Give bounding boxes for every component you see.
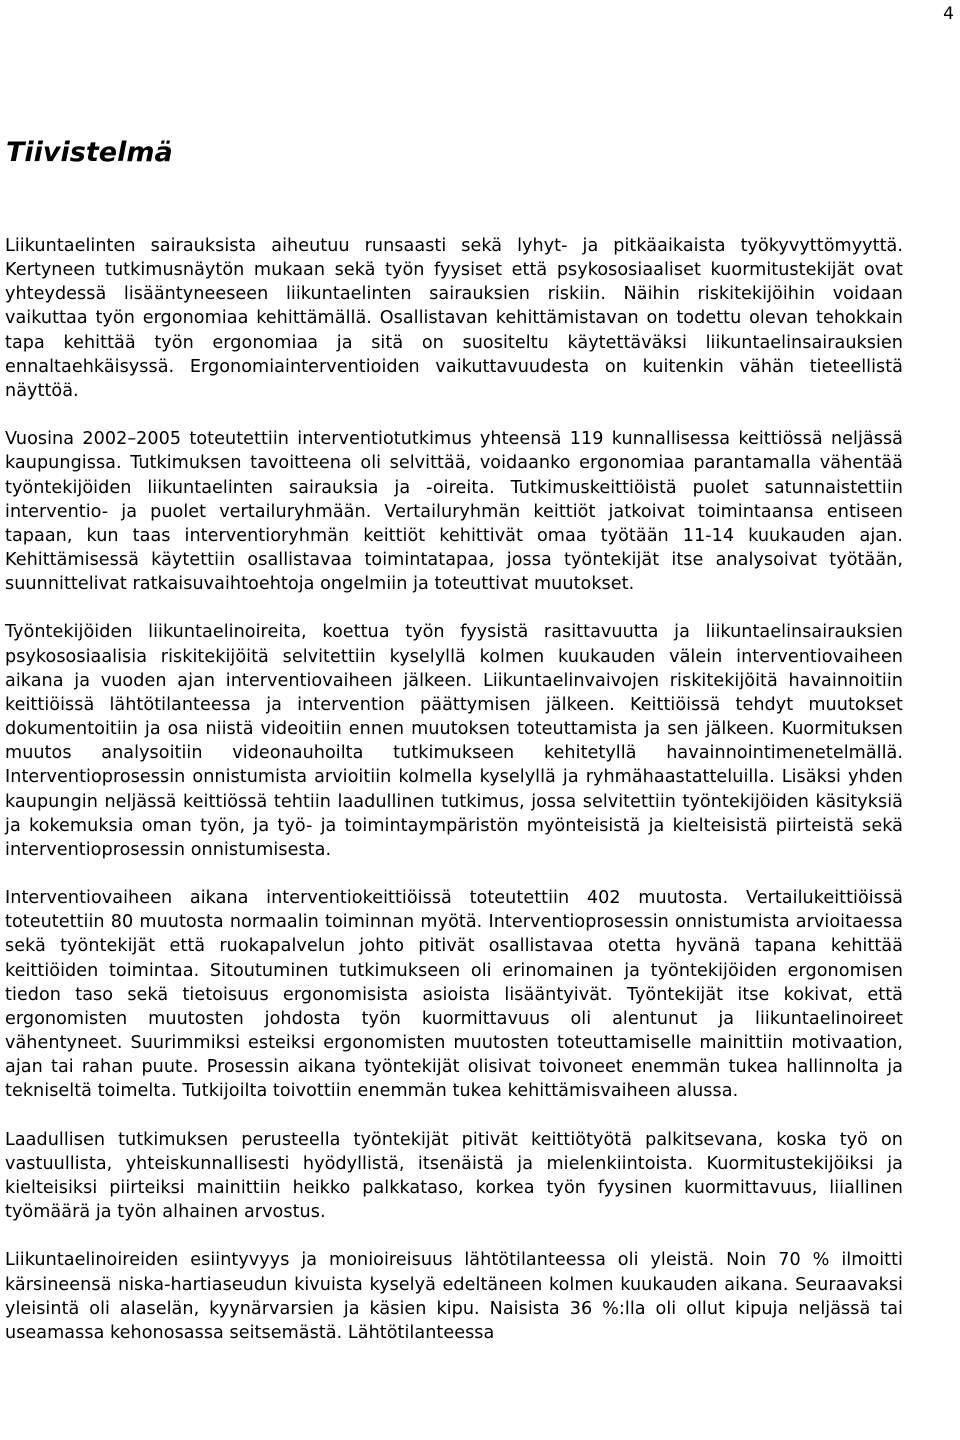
abstract-body (5, 234, 903, 1345)
paragraph-results: Interventiovaiheen aikana interventiokeittiöissä toteutettiin 402 muutosta. Vertailukeittiöissä toteutettiin 80 muutosta normaalin toiminnan myötä. Interventioprosessin onnistumista arvioitaessa sekä työntekijät että ruokapalvelun johto pitivät osallistavaa otetta hyvänä tapana kehittää keittiöiden toimintaa. Sitoutuminen tutkimukseen oli erinomainen ja työntekijöiden ergonomisen tiedon taso sekä tietoisuus ergonomisista asioista lisääntyivät. Työntekijät itse kokivat, että ergonomisten muutosten johdosta työn kuormittavuus oli alentunut ja liikuntaelinoireet vähentyneet. Suurimmiksi esteiksi ergonomisten muutosten toteuttamiselle mainittiin motivaation, ajan tai rahan puute. Prosessin aikana työntekijät olisivat toivoneet enemmän tukea hallinnolta ja tekniseltä toimelta. Tutkijoilta toivottiin enemmän tukea kehittämisvaiheen alussa. (5, 888, 903, 1102)
paragraph-qualitative: Laadullisen tutkimuksen perusteella työntekijät pitivät keittiötyötä palkitsevana, koska työ on vastuullista, yhteiskunnallisesti hyödyllistä, itsenäistä ja mielenkiintoista. Kuormitustekijöiksi ja kielteisiksi piirteiksi mainittiin heikko palkkataso, korkea työn fyysinen kuormittavuus, liiallinen työmäärä ja työn alhainen arvostus. (5, 1129, 903, 1223)
page-title: Tiivistelmä (6, 137, 173, 168)
paragraph-study-design: Vuosina 2002–2005 toteutettiin interventiotutkimus yhteensä 119 kunnallisessa keittiössä neljässä kaupungissa. Tutkimuksen tavoitteena oli selvittää, voidaanko ergonomiaa parantamalla vähentää työntekijöiden liikuntaelinten sairauksia ja -oireita. Tutkimuskeittiöistä puolet satunnaistettiin interventio- ja puolet vertailuryhmään. Vertailuryhmän keittiöt jatkoivat toimintaansa entiseen tapaan, kun taas interventioryhmän keittiöt kehittivät omaa työtään 11-14 kuukauden ajan. Kehittämisessä käytettiin osallistavaa toimintatapaa, jossa työntekijät itse analysoivat työtään, suunnittelivat ratkaisuvaihtoehtoja ongelmiin ja toteuttivat muutokset. (5, 429, 903, 595)
page-number: 4 (943, 4, 954, 24)
paragraph-methods: Työntekijöiden liikuntaelinoireita, koettua työn fyysistä rasittavuutta ja liikuntaelinsairauksien psykososiaalisia riskitekijöitä selvitettiin kyselyllä kolmen kuukauden välein interventiovaiheen aikana ja vuoden ajan interventiovaiheen jälkeen. Liikuntaelinvaivojen riskitekijöitä havainnoitiin keittiöissä lähtötilanteessa ja intervention päättymisen jälkeen. Keittiöissä tehdyt muutokset dokumentoitiin ja osa niistä videoitiin ennen muutoksen toteuttamista ja sen jälkeen. Kuormituksen muutos analysoitiin videonauhoilta tutkimukseen kehitetyllä havainnointimenetelmällä. Interventioprosessin onnistumista arvioitiin kolmella kyselyllä ja ryhmähaastatteluilla. Lisäksi yhden kaupungin neljässä keittiössä tehtiin laadullinen tutkimus, jossa selvitettiin työntekijöiden käsityksiä ja kokemuksia oman työn, ja työ- ja toimintaympäristön myönteisistä ja kielteisistä piirteistä sekä interventioprosessin onnistumisesta. (5, 622, 903, 860)
paragraph-symptoms: Liikuntaelinoireiden esiintyvyys ja monioireisuus lähtötilanteessa oli yleistä. Noin 70 % ilmoitti kärsineensä niska-hartiaseudun kivuista kyselyä edeltäneen kolmen kuukauden aikana. Seuraavaksi yleisintä oli alaselän, kyynärvarsien ja käsien kipu. Naisista 36 %:lla oli ollut kipuja neljässä tai useamassa kehonosassa seitsemästä. Lähtötilanteessa (5, 1250, 903, 1343)
paragraph-background: Liikuntaelinten sairauksista aiheutuu runsaasti sekä lyhyt- ja pitkäaikaista työkyvyttömyyttä. Kertyneen tutkimusnäytön mukaan sekä työn fyysiset että psykososiaaliset kuormitustekijät ovat yhteydessä lisääntyneeseen liikuntaelinten sairauksien riskiin. Näihin riskitekijöihin voidaan vaikuttaa työn ergonomiaa kehittämällä. Osallistavan kehittämistavan on todettu olevan tehokkain tapa kehittää työn ergonomiaa ja sitä on suositeltu käytettäväksi liikuntaelinsairauksien ennaltaehkäisyssä. Ergonomiainterventioiden vaikuttavuudesta on kuitenkin vähän tieteellistä näyttöä. (5, 236, 903, 401)
